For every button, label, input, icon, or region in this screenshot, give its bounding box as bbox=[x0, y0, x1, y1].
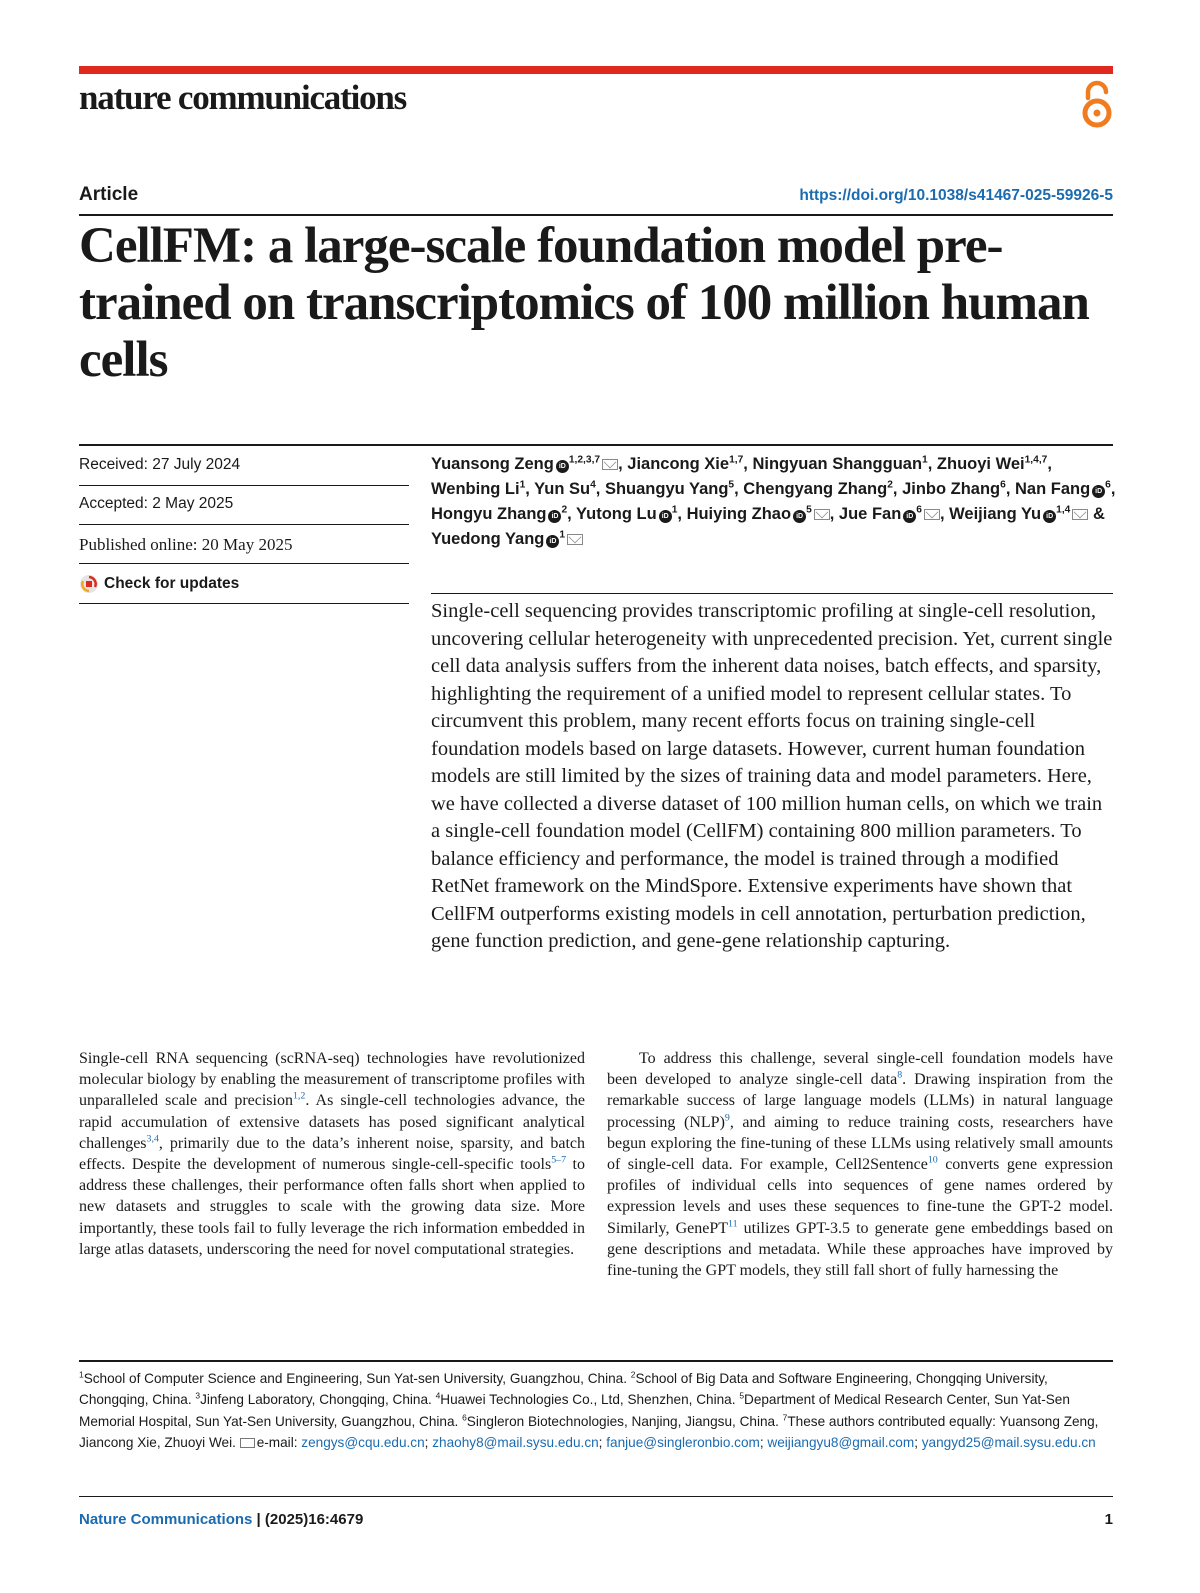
affiliation-number: 5 bbox=[739, 1390, 744, 1401]
author-name[interactable]: Yutong Lu bbox=[576, 505, 657, 523]
page-number: 1 bbox=[1104, 1511, 1113, 1528]
footer-volume: | (2025)16:4679 bbox=[252, 1511, 364, 1528]
author-name[interactable]: Yuansong Zeng bbox=[431, 455, 554, 473]
author-name[interactable]: Shuangyu Yang bbox=[604, 480, 729, 498]
author-name[interactable]: Yuedong Yang bbox=[431, 530, 545, 548]
email-icon[interactable] bbox=[602, 459, 618, 470]
email-icon[interactable] bbox=[567, 534, 583, 545]
email-icon[interactable] bbox=[1072, 509, 1088, 520]
author-affiliation: 5 bbox=[806, 504, 812, 516]
affiliation-text: ; bbox=[424, 1434, 433, 1450]
affiliation-number: 6 bbox=[462, 1412, 467, 1423]
author-name[interactable]: Weijiang Yu bbox=[949, 505, 1042, 523]
affiliation-text: ; bbox=[598, 1434, 607, 1450]
received-date: Received: 27 July 2024 bbox=[79, 456, 241, 473]
citation-ref[interactable]: 3,4 bbox=[146, 1133, 159, 1145]
meta-divider bbox=[79, 444, 1113, 446]
orcid-icon[interactable]: iD bbox=[556, 460, 569, 473]
email-link[interactable]: weijiangyu8@gmail.com bbox=[767, 1434, 915, 1450]
footer-journal-link[interactable]: Nature Communications bbox=[79, 1511, 253, 1528]
author-affiliation: 1 bbox=[922, 454, 928, 466]
author-affiliation: 6 bbox=[1000, 479, 1006, 491]
body-text: utilizes GPT-3.5 to generate gene embeddings based on gene descriptions and metadata. While these approaches have improved by fine-tuning the GPT models, they still fall short of fully harnessing the bbox=[607, 1219, 1113, 1280]
affiliation-text: e-mail: bbox=[256, 1434, 302, 1450]
body-column-left bbox=[79, 1048, 585, 1260]
published-date: Published online: 20 May 2025 bbox=[79, 535, 293, 554]
doi-link[interactable]: https://doi.org/10.1038/s41467-025-59926-5 bbox=[799, 187, 1113, 204]
open-access-icon bbox=[1078, 80, 1116, 130]
citation-ref[interactable]: 8 bbox=[897, 1069, 903, 1081]
abstract-text: Single-cell sequencing provides transcriptomic profiling at single-cell resolution, uncovering cellular heterogeneity with unprecedented precision. Yet, current single cell data analysis suffers from the inherent data noises, batch effects, and sparsity, highlighting the requirement of a unified model to represent cellular states. To circumvent this problem, many recent efforts focus on training single-cell foundation models based on large datasets. However, current human foundation models are still limited by the sizes of training data and model parameters. Here, we have collected a diverse dataset of 100 million human cells, on which we train a single-cell foundation model (CellFM) containing 800 million parameters. To balance efficiency and performance, the model is trained through a modified RetNet framework on the MindSpore. Extensive experiments have shown that CellFM outperforms existing models in cell annotation, perturbation prediction, gene function prediction, and gene-gene relationship capturing. bbox=[431, 600, 1113, 952]
author-name[interactable]: Yun Su bbox=[534, 480, 591, 498]
author-affiliation: 1,4,7 bbox=[1024, 454, 1048, 466]
body-text: , and aiming to reduce training costs, researchers have begun exploring the fine-tuning of these LLMs using relatively small amounts of single-cell data. For example, Cell2Sentence bbox=[607, 1113, 1113, 1174]
orcid-icon[interactable]: iD bbox=[548, 510, 561, 523]
affiliation-number: 7 bbox=[782, 1412, 788, 1423]
citation-ref[interactable]: 11 bbox=[728, 1218, 738, 1230]
author-name[interactable]: Chengyang Zhang bbox=[743, 480, 888, 498]
email-link[interactable]: fanjue@singleronbio.com bbox=[606, 1434, 760, 1450]
author-affiliation: 4 bbox=[590, 479, 596, 491]
orcid-icon[interactable]: iD bbox=[546, 535, 559, 548]
author-name[interactable]: Hongyu Zhang bbox=[431, 505, 547, 523]
meta-rule bbox=[79, 524, 409, 525]
author-affiliation: 6 bbox=[916, 504, 922, 516]
author-affiliation: 1,7 bbox=[729, 454, 744, 466]
email-icon[interactable] bbox=[814, 509, 830, 520]
author-list: Yuansong Zeng iD$^{1,2,3,7}$ , Jiancong Xie$^{1,7}$, Ningyuan Shangguan$^1$, Zhuoyi Wei$^{1,4,7}$, Wenbing Li$^1$, Yun Su$^4$, Shuangyu Yang$^5$, Chengyang Zhang$^2$, Jinbo Zhang$^6$, Nan Fang $iD^6$, Hongyu Zhang $iD^2$, Yutong Lu $iD^1$, Huiying Zhao $iD^5$ , Jue Fan $iD^6$ , Weijiang Yu iD$^{1,4}$ & Yuedong Yang $iD^1$ bbox=[431, 454, 1116, 548]
affiliation-number: 4 bbox=[435, 1390, 441, 1401]
email-link[interactable]: yangyd25@mail.sysu.edu.cn bbox=[921, 1434, 1096, 1450]
body-text: to address these challenges, their performance often falls short when applied to new datasets and struggles to scale with the growing data size. More importantly, these tools fail to fully leverage the rich information embedded in large atlas datasets, underscoring the need for novel computational strategies. bbox=[79, 1156, 585, 1258]
author-name[interactable]: Huiying Zhao bbox=[686, 505, 792, 523]
orcid-icon[interactable]: iD bbox=[1043, 510, 1056, 523]
author-affiliation: 1,2,3,7 bbox=[568, 454, 601, 466]
affiliation-text: School of Big Data and Software Engineering, Chongqing University, Chongqing, China. bbox=[79, 1371, 1048, 1408]
affiliation-text: School of Computer Science and Engineering, Sun Yat-sen University, Guangzhou, China. bbox=[83, 1371, 631, 1386]
meta-rule bbox=[79, 563, 409, 564]
accepted-date: Accepted: 2 May 2025 bbox=[79, 495, 234, 512]
orcid-icon[interactable]: iD bbox=[659, 510, 672, 523]
email-icon bbox=[240, 1438, 255, 1448]
journal-name: nature communications bbox=[79, 78, 407, 117]
author-affiliation: 1 bbox=[559, 529, 566, 541]
author-name[interactable]: Jue Fan bbox=[838, 505, 902, 523]
article-type-label: Article bbox=[79, 184, 139, 205]
body-text: . Drawing inspiration from the remarkable success of large language models (LLMs) in natural language processing (NLP) bbox=[607, 1071, 1113, 1131]
body-column-right bbox=[607, 1048, 1113, 1281]
body-text: Single-cell RNA sequencing (scRNA-seq) technologies have revolutionized molecular biology by enabling the measurement of transcriptome profiles with unparalleled scale and precision bbox=[79, 1050, 585, 1110]
body-text: . As single-cell technologies advance, the rapid accumulation of extensive datasets has posed significant analytical challenges bbox=[79, 1092, 586, 1152]
citation-ref[interactable]: 10 bbox=[927, 1154, 938, 1166]
author-name[interactable]: Nan Fang bbox=[1015, 480, 1091, 498]
citation-ref[interactable]: 5–7 bbox=[551, 1154, 567, 1166]
meta-rule bbox=[79, 485, 409, 486]
footer-divider bbox=[79, 1496, 1113, 1497]
check-updates-label: Check for updates bbox=[104, 575, 240, 592]
author-name[interactable]: Jiancong Xie bbox=[627, 455, 730, 473]
header-accent-bar bbox=[79, 66, 1113, 74]
check-updates-icon bbox=[79, 574, 99, 594]
citation-ref[interactable]: 9 bbox=[724, 1112, 730, 1124]
check-updates-button[interactable] bbox=[79, 574, 239, 594]
affiliation-number: 2 bbox=[630, 1369, 636, 1380]
author-affiliation: 2 bbox=[561, 504, 568, 516]
footnote-divider bbox=[79, 1360, 1113, 1362]
affiliation-text: These authors contributed equally: Yuansong Zeng, Jiancong Xie, Zhuoyi Wei. bbox=[79, 1413, 1099, 1450]
article-title: CellFM: a large-scale foundation model pre-trained on transcriptomics of 100 million human cells bbox=[79, 218, 1089, 388]
author-affiliation: 1 bbox=[671, 504, 678, 516]
author-affiliation: 1,4 bbox=[1056, 504, 1071, 516]
body-text: To address this challenge, several single-cell foundation models have been developed to analyze single-cell data bbox=[607, 1050, 1113, 1089]
author-name[interactable]: Jinbo Zhang bbox=[902, 480, 1001, 498]
author-affiliation: 6 bbox=[1105, 479, 1111, 491]
affiliation-text: Huawei Technologies Co., Ltd, Shenzhen, China. bbox=[440, 1392, 740, 1408]
affiliation-text: ; bbox=[914, 1434, 922, 1450]
affiliations-text bbox=[79, 1368, 1119, 1453]
author-affiliation: 2 bbox=[887, 479, 893, 491]
affiliation-text: Jinfeng Laboratory, Chongqing, China. bbox=[200, 1392, 436, 1408]
author-name[interactable]: Zhuoyi Wei bbox=[936, 455, 1025, 473]
abstract-divider bbox=[431, 593, 1113, 594]
body-text: , primarily due to the data’s inherent noise, sparsity, and batch effects. Despite the development of numerous single-cell-specific tools bbox=[79, 1134, 585, 1174]
orcid-icon[interactable]: iD bbox=[793, 510, 806, 523]
email-link[interactable]: zhaohy8@mail.sysu.edu.cn bbox=[432, 1434, 599, 1450]
email-link[interactable]: zengys@cqu.edu.cn bbox=[301, 1434, 425, 1450]
meta-rule bbox=[79, 603, 409, 604]
affiliation-text: ; bbox=[759, 1434, 768, 1450]
affiliation-number: 1 bbox=[79, 1369, 84, 1380]
author-affiliation: 5 bbox=[728, 479, 735, 491]
author-name[interactable]: Ningyuan Shangguan bbox=[752, 455, 923, 473]
orcid-icon[interactable]: iD bbox=[903, 510, 916, 523]
author-name[interactable]: Wenbing Li bbox=[431, 480, 520, 498]
email-icon[interactable] bbox=[924, 509, 940, 520]
title-divider bbox=[79, 214, 1113, 216]
author-affiliation: 1 bbox=[519, 479, 526, 491]
orcid-icon[interactable]: iD bbox=[1092, 485, 1105, 498]
body-text: converts gene expression profiles of individual cells into sequences of gene names ordered by expression levels and uses these sequences to fine-tune the GPT-2 model. Similarly, GenePT bbox=[607, 1156, 1113, 1237]
affiliation-text: Department of Medical Research Center, Sun Yat-Sen Memorial Hospital, Sun Yat-Sen University, Guangzhou, China. bbox=[79, 1392, 1070, 1429]
footer-citation bbox=[79, 1511, 363, 1528]
citation-ref[interactable]: 1,2 bbox=[292, 1090, 306, 1102]
affiliation-number: 3 bbox=[195, 1390, 201, 1401]
affiliation-text: Singleron Biotechnologies, Nanjing, Jiangsu, China. bbox=[466, 1413, 783, 1429]
